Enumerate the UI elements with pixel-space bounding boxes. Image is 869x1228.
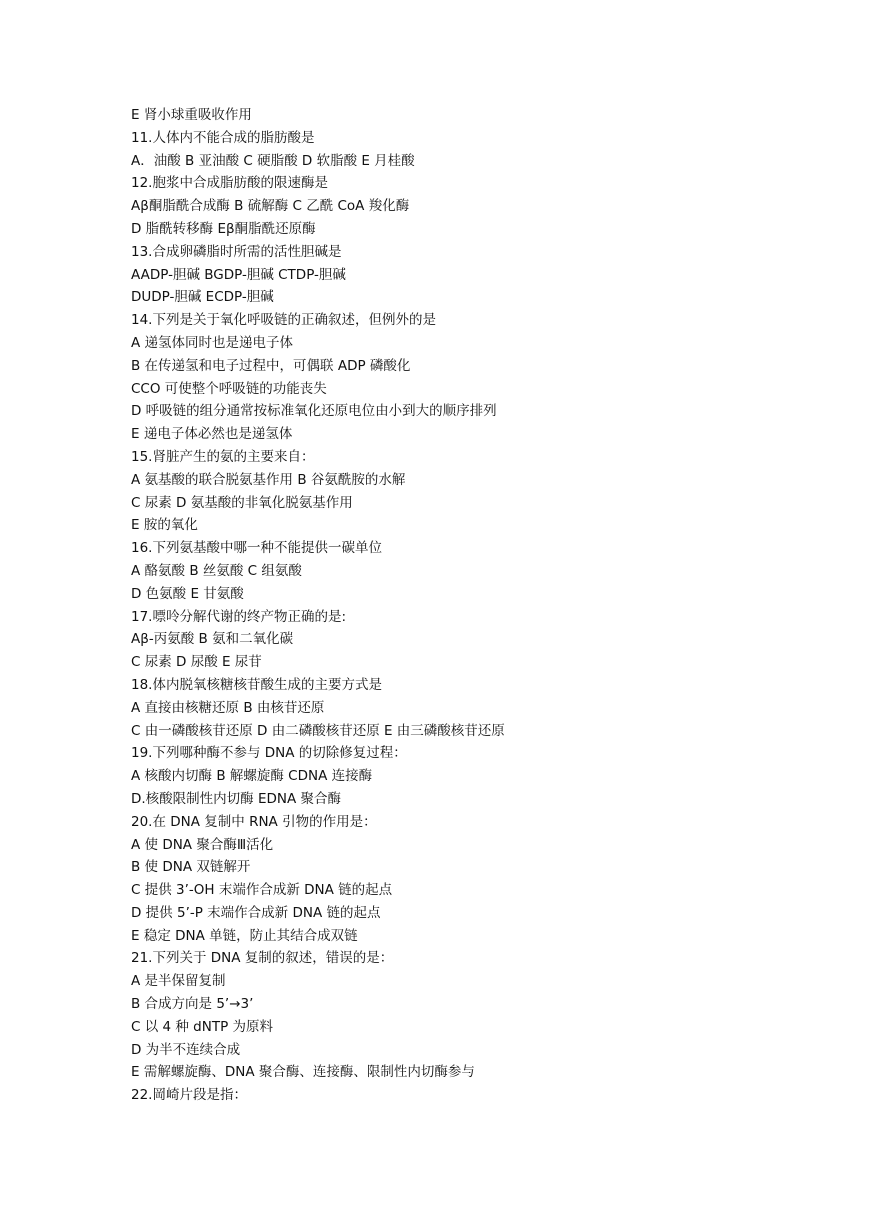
answer-option: D 呼吸链的组分通常按标准氧化还原电位由小到大的顺序排列 bbox=[131, 403, 497, 420]
answer-options: A．油酸 B 亚油酸 C 硬脂酸 D 软脂酸 E 月桂酸 bbox=[131, 152, 415, 169]
answer-option: CCO 可使整个呼吸链的功能丧失 bbox=[131, 380, 327, 397]
question-title: 20.在 DNA 复制中 RNA 引物的作用是： bbox=[131, 813, 377, 830]
answer-options: D 脂酰转移酶 Eβ酮脂酰还原酶 bbox=[131, 220, 316, 237]
answer-options: Aβ酮脂酰合成酶 B 硫解酶 C 乙酰 CoA 羧化酶 bbox=[131, 198, 410, 215]
question-title: 15.肾脏产生的氨的主要来自： bbox=[131, 448, 315, 465]
answer-options: A 直接由核糖还原 B 由核苷还原 bbox=[131, 699, 325, 716]
answer-option: A 使 DNA 聚合酶Ⅲ活化 bbox=[131, 836, 274, 853]
answer-options: C 尿素 D 尿酸 E 尿苷 bbox=[131, 654, 262, 671]
answer-options: C 由一磷酸核苷还原 D 由二磷酸核苷还原 E 由三磷酸核苷还原 bbox=[131, 722, 505, 739]
answer-option: D 为半不连续合成 bbox=[131, 1041, 241, 1058]
answer-option: E 递电子体必然也是递氢体 bbox=[131, 426, 293, 443]
question-title: 18.体内脱氧核糖核苷酸生成的主要方式是 bbox=[131, 676, 382, 693]
document-text-body bbox=[131, 104, 831, 1107]
answer-option: B 合成方向是 5’→3’ bbox=[131, 996, 254, 1013]
answer-option: C 以 4 种 dNTP 为原料 bbox=[131, 1018, 274, 1035]
question-title: 19.下列哪种酶不参与 DNA 的切除修复过程： bbox=[131, 745, 407, 762]
question-title: 17.嘌呤分解代谢的终产物正确的是: bbox=[131, 608, 347, 625]
answer-options: A 氨基酸的联合脱氨基作用 B 谷氨酰胺的水解 bbox=[131, 471, 406, 488]
question-title: 16.下列氨基酸中哪一种不能提供一碳单位 bbox=[131, 540, 382, 557]
answer-options: A 核酸内切酶 B 解螺旋酶 CDNA 连接酶 bbox=[131, 768, 373, 785]
question-title: 14.下列是关于氧化呼吸链的正确叙述，但例外的是 bbox=[131, 312, 436, 329]
answer-options: DUDP-胆碱 ECDP-胆碱 bbox=[131, 289, 274, 306]
answer-options: C 尿素 D 氨基酸的非氧化脱氨基作用 bbox=[131, 494, 353, 511]
answer-option: B 在传递氢和电子过程中，可偶联 ADP 磷酸化 bbox=[131, 357, 411, 374]
answer-option: A 是半保留复制 bbox=[131, 973, 226, 990]
answer-options: D.核酸限制性内切酶 EDNA 聚合酶 bbox=[131, 790, 342, 807]
answer-option: E 需解螺旋酶、DNA 聚合酶、连接酶、限制性内切酶参与 bbox=[131, 1064, 475, 1081]
answer-options: D 色氨酸 E 甘氨酸 bbox=[131, 585, 244, 602]
answer-option: B 使 DNA 双链解开 bbox=[131, 859, 251, 876]
answer-option: A 递氢体同时也是递电子体 bbox=[131, 334, 294, 351]
question-title: 21.下列关于 DNA 复制的叙述，错误的是： bbox=[131, 950, 394, 967]
question-title: 12.胞浆中合成脂肪酸的限速酶是 bbox=[131, 175, 328, 192]
answer-option: E 稳定 DNA 单链，防止其结合成双链 bbox=[131, 927, 358, 944]
answer-option: D 提供 5’-P 末端作合成新 DNA 链的起点 bbox=[131, 904, 381, 921]
answer-options: Aβ-丙氨酸 B 氨和二氧化碳 bbox=[131, 631, 294, 648]
question-title: 11.人体内不能合成的脂肪酸是 bbox=[131, 129, 315, 146]
answer-options: A 酪氨酸 B 丝氨酸 C 组氨酸 bbox=[131, 562, 302, 579]
answer-option: E 胺的氧化 bbox=[131, 517, 198, 534]
answer-options: AADP-胆碱 BGDP-胆碱 CTDP-胆碱 bbox=[131, 266, 346, 283]
answer-option: C 提供 3’-OH 末端作合成新 DNA 链的起点 bbox=[131, 882, 393, 899]
question-title: 22.岡崎片段是指： bbox=[131, 1087, 247, 1104]
text-line: E 肾小球重吸收作用 bbox=[131, 107, 252, 123]
question-title: 13.合成卵磷脂时所需的活性胆碱是 bbox=[131, 243, 342, 260]
